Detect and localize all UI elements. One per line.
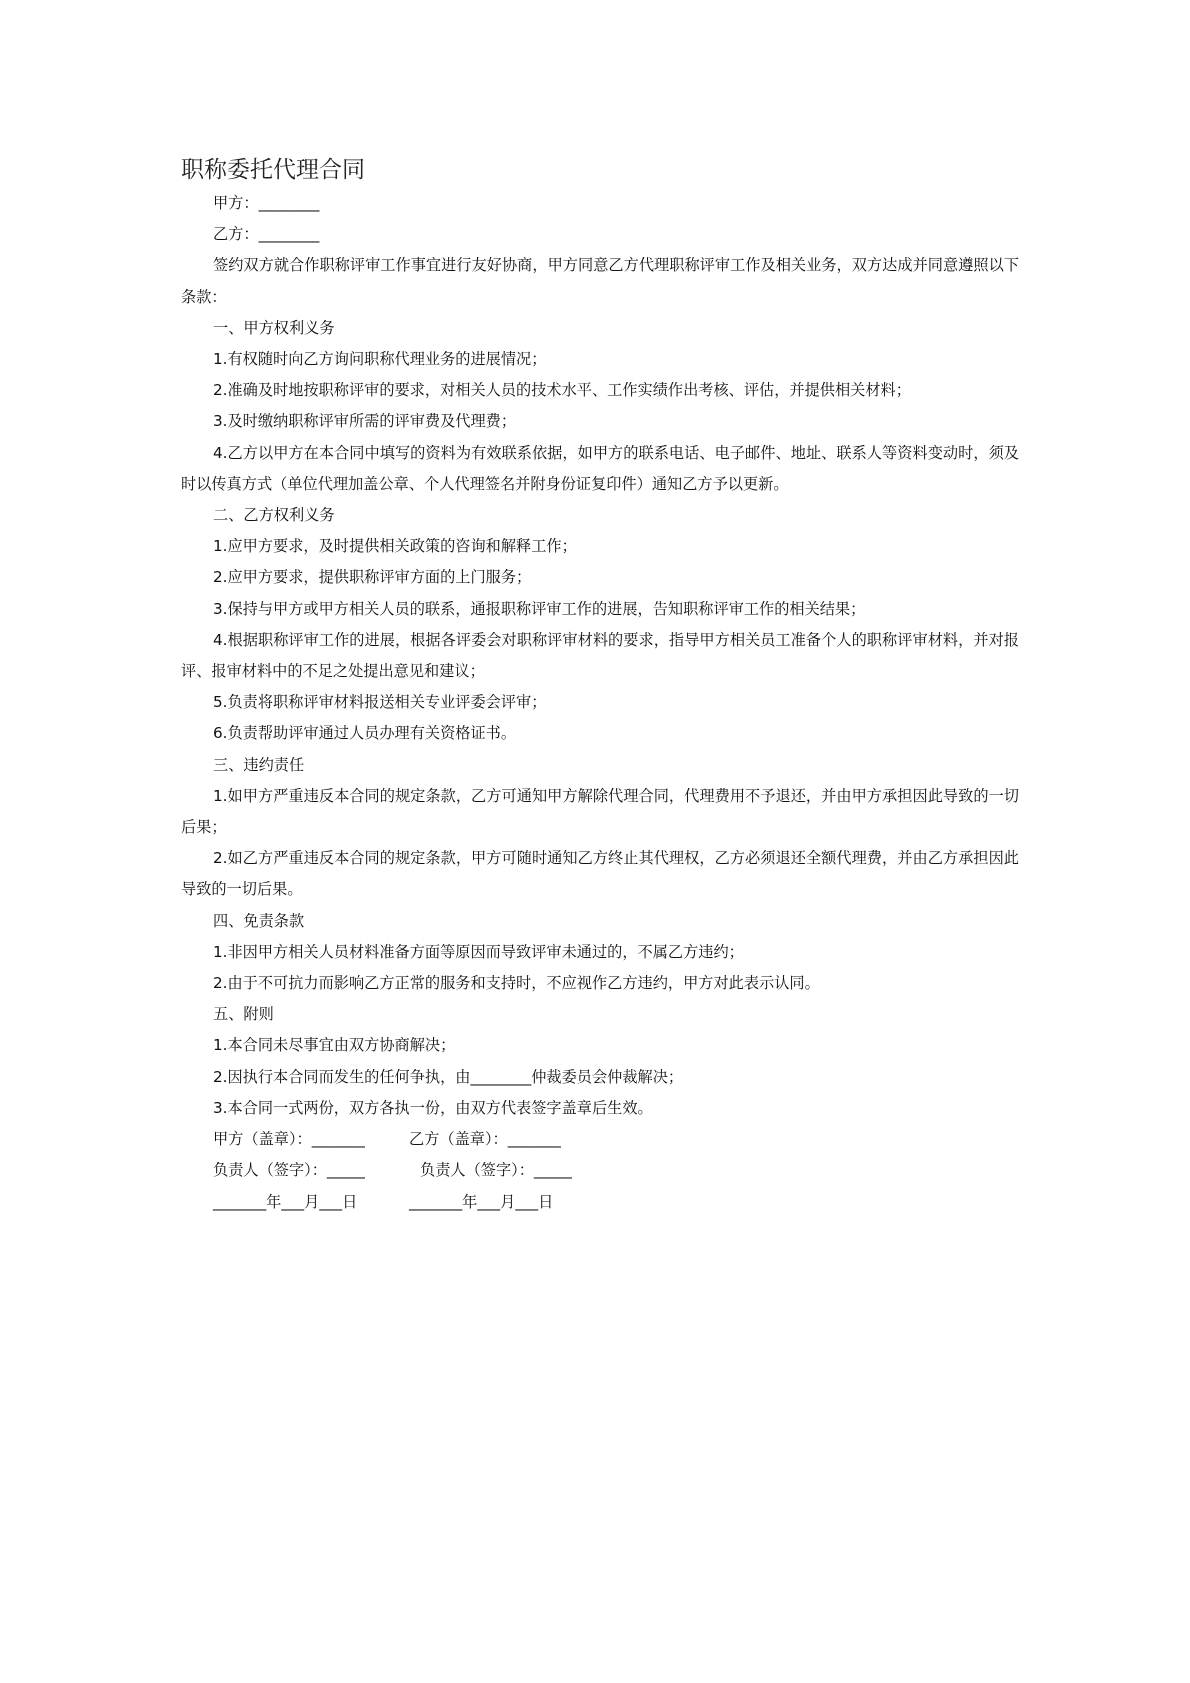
section-heading: 二、乙方权利义务 [213, 506, 335, 525]
clause-item: 3.保持与甲方或甲方相关人员的联系，通报职称评审工作的进展，告知职称评审工作的相关结果； [213, 599, 866, 618]
section-heading: 三、违约责任 [213, 755, 305, 774]
section-heading: 五、附则 [213, 1005, 274, 1024]
party-b-date: _______年___月___日 [409, 1192, 554, 1211]
clause-item: 4.乙方以甲方在本合同中填写的资料为有效联系依据，如甲方的联系电话、电子邮件、地址、联系人等资料变动时，须及时以传真方式（单位代理加盖公章、个人代理签名并附身份证复印件）通知乙方予以更新。 [181, 443, 1019, 493]
party-b-signatory: 负责人（签字）：_____ [420, 1161, 572, 1180]
clause-item: 3.本合同一式两份，双方各执一份，由双方代表签字盖章后生效。 [213, 1098, 653, 1117]
party-a-seal: 甲方（盖章）：_______ [213, 1130, 365, 1149]
party-b-seal: 乙方（盖章）：_______ [409, 1130, 561, 1149]
clause-item: 4.根据职称评审工作的进展，根据各评委会对职称评审材料的要求，指导甲方相关员工准备个人的职称评审材料，并对报评、报审材料中的不足之处提出意见和建议； [181, 630, 1019, 681]
contract-body [181, 152, 1019, 1218]
clause-item: 2.准确及时地按职称评审的要求，对相关人员的技术水平、工作实绩作出考核、评估，并提供相关材料； [213, 381, 911, 400]
clause-item: 1.如甲方严重违反本合同的规定条款，乙方可通知甲方解除代理合同，代理费用不予退还，并由甲方承担因此导致的一切后果； [181, 786, 1019, 837]
clause-item: 6.负责帮助评审通过人员办理有关资格证书。 [213, 724, 517, 743]
section-heading: 四、免责条款 [213, 911, 305, 930]
clause-item: 2.如乙方严重违反本合同的规定条款，甲方可随时通知乙方终止其代理权，乙方必须退还全额代理费，并由乙方承担因此导致的一切后果。 [181, 849, 1019, 899]
signature-row [181, 1155, 1019, 1186]
party-a-line: 甲方：________ [213, 194, 320, 212]
party-a-date: _______年___月___日 [213, 1192, 358, 1211]
document-title: 职称委托代理合同 [181, 157, 365, 183]
seal-row [181, 1124, 1019, 1155]
party-a-signatory: 负责人（签字）：_____ [213, 1161, 365, 1180]
preamble-paragraph: 签约双方就合作职称评审工作事宜进行友好协商，甲方同意乙方代理职称评审工作及相关业务，双方达成并同意遵照以下条款： [181, 256, 1019, 306]
clause-item: 1.有权随时向乙方询问职称代理业务的进展情况； [213, 350, 547, 369]
party-b-line: 乙方：________ [213, 225, 320, 244]
clause-item: 1.本合同未尽事宜由双方协商解决； [213, 1036, 456, 1055]
clause-item: 1.非因甲方相关人员材料准备方面等原因而导致评审未通过的，不属乙方违约； [213, 942, 744, 961]
section-heading: 一、甲方权利义务 [213, 318, 335, 337]
date-row [181, 1187, 1019, 1218]
clause-item: 2.因执行本合同而发生的任何争执，由________仲裁委员会仲裁解决； [213, 1067, 684, 1086]
clause-item: 1.应甲方要求，及时提供相关政策的咨询和解释工作； [213, 537, 577, 556]
clause-item: 2.应甲方要求，提供职称评审方面的上门服务； [213, 568, 532, 587]
clause-item: 5.负责将职称评审材料报送相关专业评委会评审； [213, 693, 547, 712]
clause-item: 3.及时缴纳职称评审所需的评审费及代理费； [213, 412, 517, 431]
clause-item: 2.由于不可抗力而影响乙方正常的服务和支持时，不应视作乙方违约，甲方对此表示认同。 [213, 974, 820, 993]
